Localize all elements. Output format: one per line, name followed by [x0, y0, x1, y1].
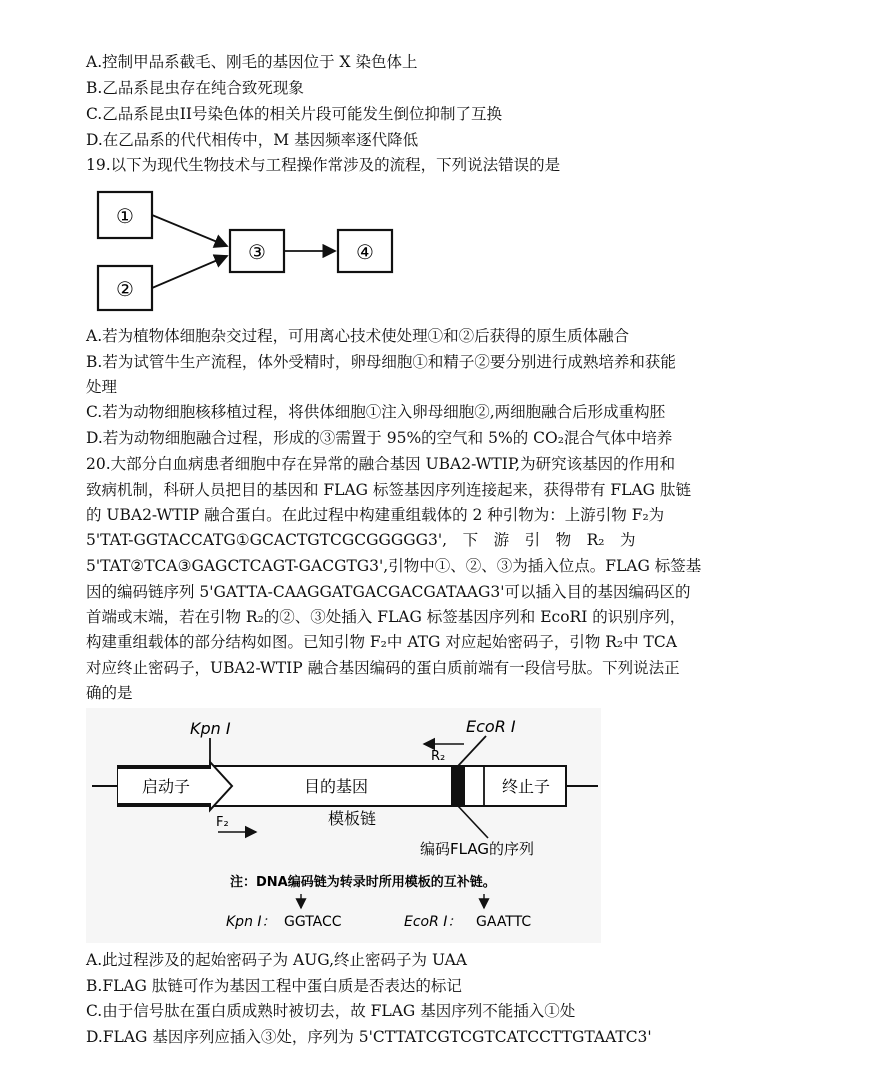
q18-option-c: C.乙品系昆虫II号染色体的相关片段可能发生倒位抑制了互换 — [86, 105, 502, 123]
q20-stem-line: 致病机制，科研人员把目的基因和 FLAG 标签基因序列连接起来，获得带有 FLAG 肽链 — [86, 481, 691, 499]
flow-label-1: ① — [116, 204, 134, 228]
q20-stem-line: 5'TAT-GGTACCATG①GCACTGTCGCGGGGG3', 下 游 引 物 R₂ 为 — [86, 531, 636, 549]
q20-option-d: D.FLAG 基因序列应插入③处，序列为 5'CTTATCGTCGTCATCCTTGTAATC3' — [86, 1028, 652, 1046]
q19-stem: 19.以下为现代生物技术与工程操作常涉及的流程，下列说法错误的是 — [86, 156, 561, 174]
q20-option-c: C.由于信号肽在蛋白质成熟时被切去，故 FLAG 基因序列不能插入①处 — [86, 1002, 576, 1020]
flow-label-2: ② — [116, 277, 134, 301]
q19-option-d: D.若为动物细胞融合过程，形成的③需置于 95%的空气和 5%的 CO₂混合气体中培养 — [86, 429, 673, 447]
terminator-label: 终止子 — [501, 777, 551, 796]
figure-note: 注：DNA编码链为转录时所用模板的互补链。 — [230, 875, 496, 890]
q18-option-d: D.在乙品系的代代相传中，M 基因频率逐代降低 — [86, 131, 419, 149]
q20-stem-line: 5'TAT②TCA③GAGCTCAGT-GACGTG3',引物中①、②、③为插入位点。FLAG 标签基 — [86, 557, 702, 575]
q20-stem-line: 对应终止密码子，UBA2-WTIP 融合基因编码的蛋白质前端有一段信号肽。下列说法正 — [86, 659, 680, 677]
q19-option-b-cont: 处理 — [86, 378, 118, 396]
f2-label: F₂ — [216, 815, 229, 830]
flow-label-3: ③ — [248, 240, 266, 264]
q19-option-a: A.若为植物体细胞杂交过程，可用离心技术使处理①和②后获得的原生质体融合 — [86, 327, 630, 345]
ecor-site-seq: GAATTC — [476, 914, 532, 930]
q19-flow-diagram — [92, 186, 402, 316]
q19-option-b: B.若为试管牛生产流程，体外受精时，卵母细胞①和精子②要分别进行成熟培养和获能 — [86, 353, 676, 371]
r2-label: R₂ — [431, 749, 446, 764]
template-strand-label: 模板链 — [327, 809, 377, 828]
q19-option-c: C.若为动物细胞核移植过程，将供体细胞①注入卵母细胞②,两细胞融合后形成重构胚 — [86, 403, 666, 421]
target-gene-label: 目的基因 — [303, 777, 369, 796]
ecor-site-label: EcoR Ⅰ： — [404, 914, 462, 930]
q20-vector-diagram — [86, 708, 601, 943]
q20-stem-line: 因的编码链序列 5'GATTA-CAAGGATGACGACGATAAG3'可以插入目的基因编码区的 — [86, 583, 691, 601]
ecor-label: EcoR Ⅰ — [466, 717, 516, 736]
q20-stem-line: 确的是 — [86, 684, 133, 702]
q18-option-b: B.乙品系昆虫存在纯合致死现象 — [86, 79, 304, 97]
flag-block — [451, 766, 465, 806]
q20-stem-line: 的 UBA2-WTIP 融合蛋白。在此过程中构建重组载体的 2 种引物为：上游引物 F₂为 — [86, 506, 665, 524]
q20-option-b: B.FLAG 肽链可作为基因工程中蛋白质是否表达的标记 — [86, 977, 462, 995]
q18-option-a: A.控制甲品系截毛、刚毛的基因位于 X 染色体上 — [86, 53, 418, 71]
promoter-label: 启动子 — [141, 777, 191, 796]
kpn-label: Kpn Ⅰ — [190, 719, 231, 738]
q20-stem-line: 20.大部分白血病患者细胞中存在异常的融合基因 UBA2-WTIP,为研究该基因的作用和 — [86, 455, 676, 473]
kpn-site-label: Kpn Ⅰ： — [226, 914, 276, 930]
q20-stem-line: 首端或末端，若在引物 R₂的②、③处插入 FLAG 标签基因序列和 EcoRI 的识别序列， — [86, 608, 686, 626]
q20-stem-line: 构建重组载体的部分结构如图。已知引物 F₂中 ATG 对应起始密码子，引物 R₂中 TCA — [86, 633, 677, 651]
kpn-site-seq: GGTACC — [284, 914, 342, 930]
q20-option-a: A.此过程涉及的起始密码子为 AUG,终止密码子为 UAA — [86, 951, 467, 969]
flag-seq-label: 编码FLAG的序列 — [420, 840, 534, 858]
flow-label-4: ④ — [356, 240, 374, 264]
